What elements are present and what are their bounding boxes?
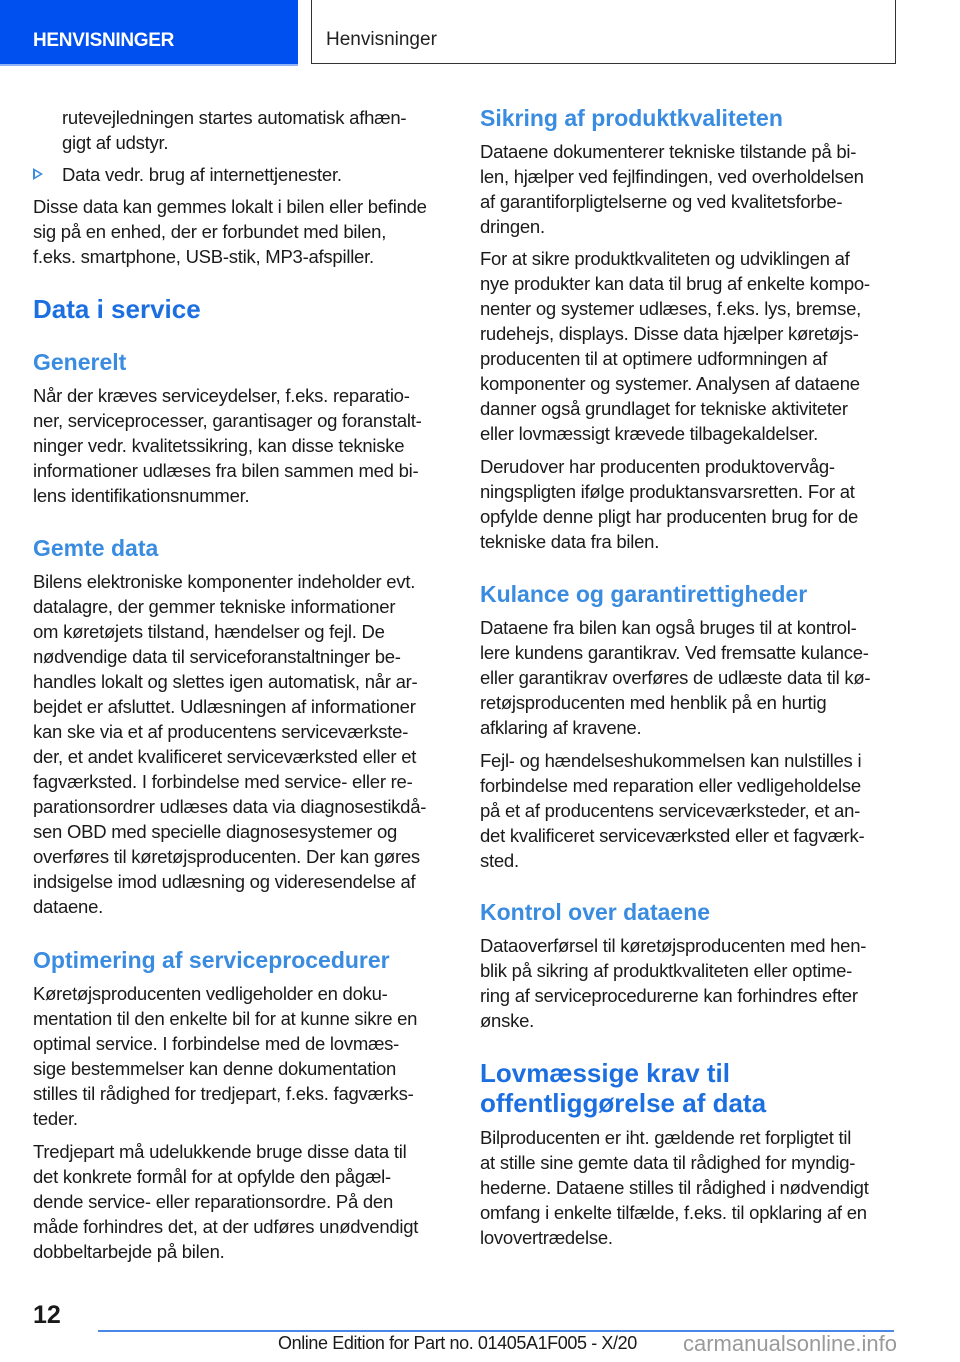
paragraph: Køretøjsproducenten vedligeholder en doku- mentation til den enkelte bil for at kunne sikre en optimal service. I forbindelse med de lovmæs- sige bestemmelser kan denne dokumentation stilles til rådighed for tredjepart, f.eks. fagværks- teder. [33,983,418,1129]
paragraph: Dataoverførsel til køretøjsproducenten med hen- blik på sikring af produktkvaliteten eller optime- ring af serviceprocedurerne kan forhindres efter ønske. [480,935,867,1031]
bullet-triangle-icon [33,168,43,180]
heading-gemte-data: Gemte data [33,535,159,561]
bullet-item: Data vedr. brug af internettjenester. [62,164,342,185]
heading-data-i-service: Data i service [33,294,201,324]
heading-kontrol: Kontrol over dataene [480,899,711,925]
page-title: Henvisninger [326,29,437,50]
heading-optimering: Optimering af serviceprocedurer [33,947,390,973]
section-tab [0,0,298,66]
paragraph: Når der kræves serviceydelser, f.eks. reparatio- ner, serviceprocesser, garantisager og foranstalt- ninger vedr. kvalitetssikring, kan disse tekniske informationer udlæses fra bilen sammen med bi- lens identifikationsnummer. [33,385,422,506]
section-tab-label: HENVISNINGER [33,30,175,51]
paragraph: Fejl- og hændelseshukommelsen kan nulstilles i forbindelse med reparation eller vedligeholdelse på et af producentens serviceværksteder, et an- det kvalificeret serviceværksted eller et fagværk- sted. [480,750,865,871]
heading-kulance: Kulance og garantirettigheder [480,581,808,607]
footer-edition: Online Edition for Part no. 01405A1F005 - X/20 [278,1333,637,1353]
heading-sikring: Sikring af produktkvaliteten [480,105,783,131]
paragraph: Tredjepart må udelukkende bruge disse data til det konkrete formål for at opfylde den pågæl- dende service- eller reparationsordre. På den måde forhindres det, at der udføres unødvendigt dobbeltarbejde på bilen. [33,1141,419,1262]
heading-lovmaessige-krav: Lovmæssige krav til offentliggørelse af data [480,1058,767,1118]
paragraph: Dataene dokumenterer tekniske tilstande på bi- len, hjælper ved fejlfindingen, ved overholdelsen af garantiforpligtelserne og ved kvalitetsforbe- dringen. [480,141,864,237]
paragraph: Derudover har producenten produktovervåg- ningspligten ifølge produktansvarsretten. For at opfylde denne pligt har producenten brug for de tekniske data fra bilen. [480,456,859,552]
heading-generelt: Generelt [33,349,127,375]
watermark: carmanualsonline.info [683,1331,898,1356]
paragraph: Dataene fra bilen kan også bruges til at kontrol- lere kundens garantikrav. Ved fremsatte kulance- eller garantikrav overføres de udlæste data til kø- retøjsproducenten med henblik på en hurtig afklaring af kravene. [480,617,871,738]
paragraph: rutevejledningen startes automatisk afhæn- gigt af udstyr. [62,107,407,153]
paragraph: Disse data kan gemmes lokalt i bilen eller befinde sig på en enhed, der er forbundet med bilen, f.eks. smartphone, USB-stik, MP3-afspiller. [33,196,427,267]
paragraph: Bilproducenten er iht. gældende ret forpligtet til at stille sine gemte data til rådighed for myndig- hederne. Dataene stilles til rådighed i nødvendigt omfang i enkelte tilfælde, f.eks. til opklaring af en lovovertrædelse. [480,1127,869,1248]
paragraph: Bilens elektroniske komponenter indeholder evt. datalagre, der gemmer tekniske informationer om køretøjets tilstand, hændelser og fejl. De nødvendige data til serviceforanstaltninger be- handles lokalt og slettes igen automatisk, når ar- bejdet er afsluttet. Udlæsningen af informationer kan ske via et af producentens serviceværkste- der, et andet kvalificeret serviceværksted eller et fagværksted. I forbindelse med service- eller re- parationsordrer udlæses data via diagnosestikdå- sen OBD med specielle diagnosesystemer og overføres til køretøjsproducenten. Der kan gøres indsigelse imod udlæsning og videresendelse af dataene. [33,571,427,917]
page-number: 12 [33,1301,61,1329]
paragraph: For at sikre produktkvaliteten og udviklingen af nye produkter kan data til brug af enkelte kompo- nenter og systemer udlæses, f.eks. lys, bremse, rudehejs, displays. Disse data hjælper køretøjs- producenten til at optimere udformningen af komponenter og systemer. Analysen af dataene danner også grundlaget for tekniske aktiviteter eller lovmæssigt krævede tilbagekaldelser. [480,248,870,444]
page-header [311,0,896,64]
